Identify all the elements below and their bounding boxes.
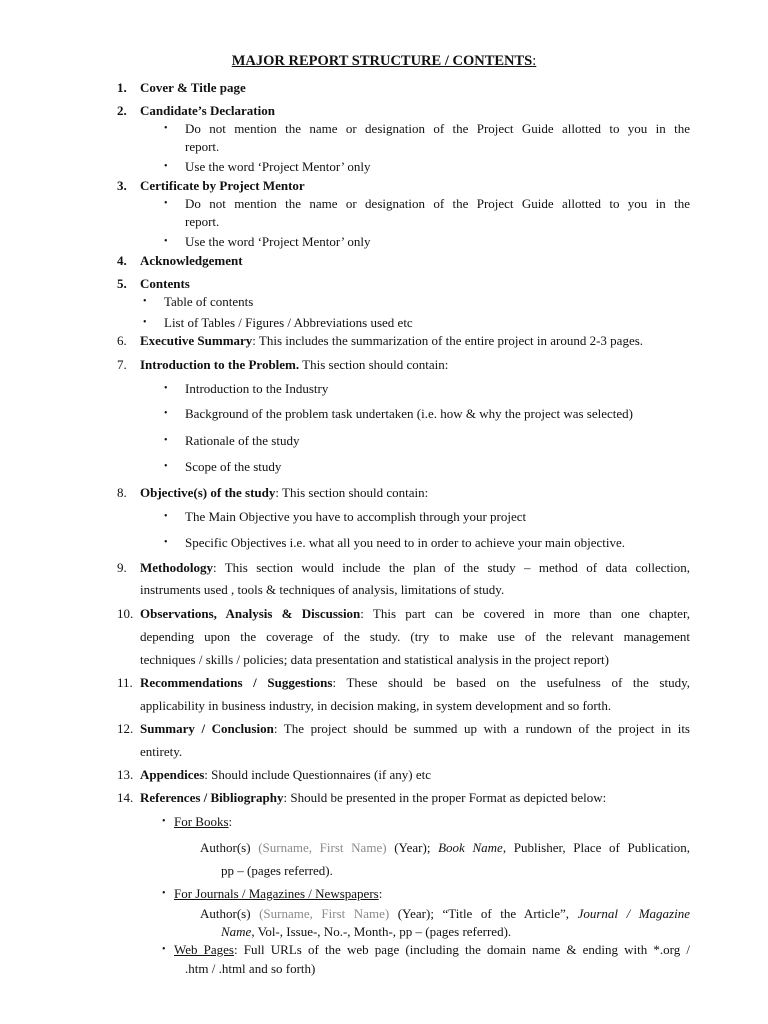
item-number: 3. [117,178,127,193]
bullet-icon: • [164,408,168,419]
item-number: 8. [117,485,127,500]
ref-journals-format-line2: Name, Vol-, Issue-, No.-, Month-, pp – (pages referred). [221,924,512,939]
bullet-text: Rationale of the study [185,433,300,448]
ref-books-format-line2: pp – (pages referred). [221,863,333,878]
ref-journals-format: Author(s) (Surname, First Name) (Year); “Title of the Article”, Journal / Magazine [200,906,690,921]
item-line: Appendices: Should include Questionnaires (if any) etc [140,767,432,782]
item-number: 6. [117,333,127,348]
bullet-icon: • [164,511,168,522]
ref-web-line: Web Pages: Full URLs of the web page (including the domain name & ending with *.org / [174,942,691,957]
item-heading: Cover & Title page [140,80,246,95]
page-title: MAJOR REPORT STRUCTURE / CONTENTS: [231,53,537,69]
item-line: Objective(s) of the study: This section should contain: [140,485,429,500]
item-number: 5. [117,276,127,291]
item-line: Introduction to the Problem. This section should contain: [140,357,449,372]
item-line: Methodology: This section would include the plan of the study – method of data collection, [140,560,690,575]
bullet-icon: • [164,537,168,548]
bullet-text: List of Tables / Figures / Abbreviations used etc [164,315,413,330]
bullet-icon: • [164,123,168,134]
ref-web-line2: .htm / .html and so forth) [185,961,316,976]
item-heading: Certificate by Project Mentor [140,178,305,193]
item-line: techniques / skills / policies; data presentation and statistical analysis in the project report) [140,652,609,667]
item-number: 10. [117,606,134,621]
item-line: Recommendations / Suggestions: These should be based on the usefulness of the study, [140,675,690,690]
bullet-icon: • [164,236,168,247]
bullet-text: Use the word ‘Project Mentor’ only [185,159,371,174]
item-line: Summary / Conclusion: The project should be summed up with a rundown of the project in its [140,721,690,736]
bullet-icon: • [143,296,147,307]
item-line: applicability in business industry, in decision making, in system development and so forth. [140,698,612,713]
bullet-text: Table of contents [164,294,254,309]
item-line: entirety. [140,744,183,759]
bullet-icon: • [162,888,166,899]
bullet-icon: • [164,461,168,472]
bullet-icon: • [143,317,147,328]
item-number: 13. [117,767,134,782]
item-line: References / Bibliography: Should be presented in the proper Format as depicted below: [140,790,607,805]
item-number: 4. [117,253,127,268]
bullet-text: Scope of the study [185,459,282,474]
bullet-text: Background of the problem task undertaken (i.e. how & why the project was selected) [185,406,633,421]
item-line: instruments used , tools & techniques of analysis, limitations of study. [140,582,505,597]
bullet-icon: • [162,944,166,955]
item-number: 12. [117,721,134,736]
bullet-text: The Main Objective you have to accomplish through your project [185,509,527,524]
item-heading: Acknowledgement [140,253,243,268]
bullet-text: Introduction to the Industry [185,381,329,396]
bullet-text: Do not mention the name or designation of the Project Guide allotted to you in the [185,121,690,136]
item-number: 9. [117,560,127,575]
item-number: 11. [117,675,133,690]
ref-journals-heading: For Journals / Magazines / Newspapers: [174,886,383,901]
item-number: 2. [117,103,127,118]
item-line: Observations, Analysis & Discussion: This part can be covered in more than one chapter, [140,606,690,621]
bullet-text: report. [185,139,220,154]
bullet-text: Use the word ‘Project Mentor’ only [185,234,371,249]
bullet-icon: • [164,435,168,446]
bullet-text: Specific Objectives i.e. what all you need to in order to achieve your main objective. [185,535,626,550]
ref-books-heading: For Books: [174,814,233,829]
bullet-text: report. [185,214,220,229]
item-line: depending upon the coverage of the study. (try to make use of the relevant management [140,629,690,644]
bullet-icon: • [164,198,168,209]
bullet-icon: • [162,816,166,827]
bullet-icon: • [164,161,168,172]
item-number: 1. [117,80,127,95]
item-heading: Candidate’s Declaration [140,103,275,118]
ref-books-format: Author(s) (Surname, First Name) (Year); Book Name, Publisher, Place of Publication, [200,840,690,855]
bullet-icon: • [164,383,168,394]
item-heading: Contents [140,276,190,291]
item-line: Executive Summary: This includes the summarization of the entire project in around 2-3 pages. [140,333,644,348]
bullet-text: Do not mention the name or designation of the Project Guide allotted to you in the [185,196,690,211]
item-number: 7. [117,357,127,372]
item-number: 14. [117,790,134,805]
